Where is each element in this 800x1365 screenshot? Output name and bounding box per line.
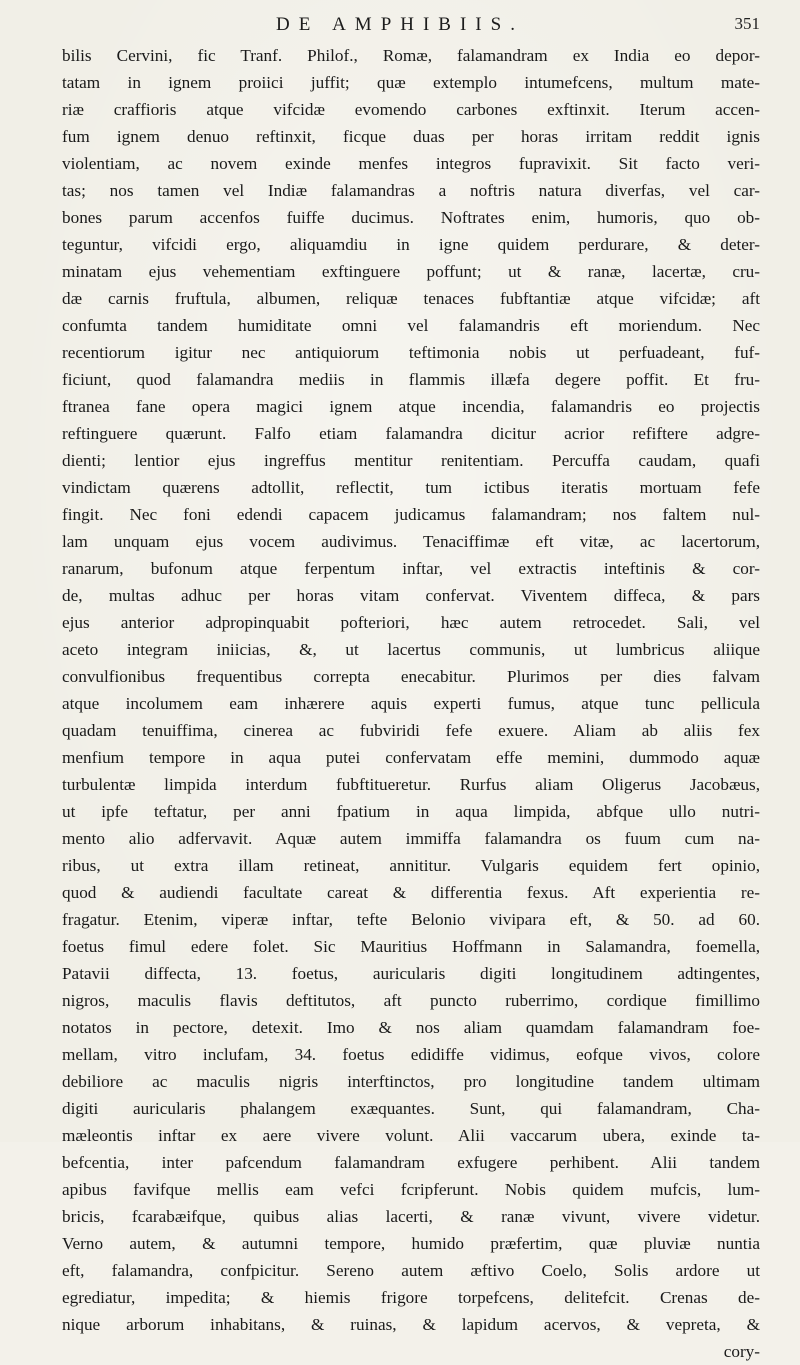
text-line: ftranea fane opera magici ignem atque incendia, falamandris eo projectis [62, 397, 760, 416]
text-line: mento alio adfervavit. Aquæ autem immiffa falamandra os fuum cum na- [62, 829, 760, 848]
text-line: eft, falamandra, confpicitur. Sereno autem æftivo Coelo, Solis ardore ut [62, 1261, 760, 1280]
text-line: nigros, maculis flavis deftitutos, aft puncto ruberrimo, cordique fimillimo [62, 991, 760, 1010]
text-line: mæleontis inftar ex aere vivere volunt. Alii vaccarum ubera, exinde ta- [62, 1126, 760, 1145]
text-line: Verno autem, & autumni tempore, humido præfertim, quæ pluviæ nuntia [62, 1234, 760, 1253]
text-line: teguntur, vifcidi ergo, aliquamdiu in igne quidem perdurare, & deter- [62, 235, 760, 254]
text-line: minatam ejus vehementiam exftinguere poffunt; ut & ranæ, lacertæ, cru- [62, 262, 760, 281]
text-line: dæ carnis fruftula, albumen, reliquæ tenaces fubftantiæ atque vifcidæ; aft [62, 289, 760, 308]
text-line: riæ craffioris atque vifcidæ evomendo carbones exftinxit. Iterum accen- [62, 100, 760, 119]
text-line: convulfionibus frequentibus correpta enecabitur. Plurimos per dies falvam [62, 667, 760, 686]
text-line: vindictam quærens adtollit, reflectit, tum ictibus iteratis mortuam fefe [62, 478, 760, 497]
text-line: Patavii diffecta, 13. foetus, auricularis digiti longitudinem adtingentes, [62, 964, 760, 983]
body-text [62, 42, 760, 1365]
text-line: digiti auricularis phalangem exæquantes. Sunt, qui falamandram, Cha- [62, 1099, 760, 1118]
text-line: quadam tenuiffima, cinerea ac fubviridi fefe exuere. Aliam ab aliis fex [62, 721, 760, 740]
text-line: mellam, vitro inclufam, 34. foetus edidiffe vidimus, eofque vivos, colore [62, 1045, 760, 1064]
text-line: menfium tempore in aqua putei confervatam effe memini, dummodo aquæ [62, 748, 760, 767]
text-line: violentiam, ac novem exinde menfes integros fupravixit. Sit facto veri- [62, 154, 760, 173]
text-line: de, multas adhuc per horas vitam confervat. Viventem diffeca, & pars [62, 586, 760, 605]
text-line: foetus fimul edere folet. Sic Mauritius Hoffmann in Salamandra, foemella, [62, 937, 760, 956]
text-line: recentiorum igitur nec antiquiorum teftimonia nobis ut perfuadeant, fuf- [62, 343, 760, 362]
text-line: cory- [723, 1342, 760, 1361]
text-line: apibus favifque mellis eam vefci fcripferunt. Nobis quidem mufcis, lum- [62, 1180, 760, 1199]
text-line: tas; nos tamen vel Indiæ falamandras a noftris natura diverfas, vel car- [62, 181, 760, 200]
text-line: ranarum, bufonum atque ferpentum inftar, vel extractis inteftinis & cor- [62, 559, 760, 578]
text-line: bilis Cervini, fic Tranf. Philof., Romæ, falamandram ex India eo depor- [62, 46, 760, 65]
page-number: 351 [734, 14, 760, 33]
text-line: bricis, fcarabæifque, quibus alias lacerti, & ranæ vivunt, vivere videtur. [62, 1207, 760, 1226]
text-line: tatam in ignem proiici juffit; quæ extemplo intumefcens, multum mate- [62, 73, 760, 92]
text-line: ficiunt, quod falamandra mediis in flammis illæfa degere poffit. Et fru- [62, 370, 760, 389]
text-line: fum ignem denuo reftinxit, ficque duas per horas irritam reddit ignis [62, 127, 760, 146]
text-line: nique arborum inhabitans, & ruinas, & lapidum acervos, & vepreta, & [62, 1315, 760, 1334]
page-header [40, 14, 760, 38]
text-line: dienti; lentior ejus ingreffus mentitur renitentiam. Percuffa caudam, quafi [62, 451, 760, 470]
text-line: atque incolumem eam inhærere aquis experti fumus, atque tunc pellicula [62, 694, 760, 713]
text-line: aceto integram iniicias, &, ut lacertus communis, ut lumbricus aliique [62, 640, 760, 659]
text-line: debiliore ac maculis nigris interftinctos, pro longitudine tandem ultimam [62, 1072, 760, 1091]
text-line: lam unquam ejus vocem audivimus. Tenaciffimæ eft vitæ, ac lacertorum, [62, 532, 760, 551]
text-line: egrediatur, impedita; & hiemis frigore torpefcens, delitefcit. Crenas de- [62, 1288, 760, 1307]
running-head: DE AMPHIBIIS. [276, 14, 524, 35]
text-line: ribus, ut extra illam retineat, annititur. Vulgaris equidem fert opinio, [62, 856, 760, 875]
text-line: confumta tandem humiditate omni vel falamandris eft moriendum. Nec [62, 316, 760, 335]
text-line: quod & audiendi facultate careat & differentia fexus. Aft experientia re- [62, 883, 760, 902]
text-line: befcentia, inter pafcendum falamandram exfugere perhibent. Alii tandem [62, 1153, 760, 1172]
text-line: notatos in pectore, detexit. Imo & nos aliam quamdam falamandram foe- [62, 1018, 760, 1037]
text-line: fingit. Nec foni edendi capacem judicamus falamandram; nos faltem nul- [62, 505, 760, 524]
text-line: ejus anterior adpropinquabit pofteriori, hæc autem retrocedet. Sali, vel [62, 613, 760, 632]
text-line: fragatur. Etenim, viperæ inftar, tefte Belonio vivipara eft, & 50. ad 60. [62, 910, 760, 929]
text-line: ut ipfe teftatur, per anni fpatium in aqua limpida, abfque ullo nutri- [62, 802, 760, 821]
text-line: bones parum accenfos fuiffe ducimus. Noftrates enim, humoris, quo ob- [62, 208, 760, 227]
text-line: turbulentæ limpida interdum fubftitueretur. Rurfus aliam Oligerus Jacobæus, [62, 775, 760, 794]
text-line: reftinguere quærunt. Falfo etiam falamandra dicitur acrior refiftere adgre- [62, 424, 760, 443]
